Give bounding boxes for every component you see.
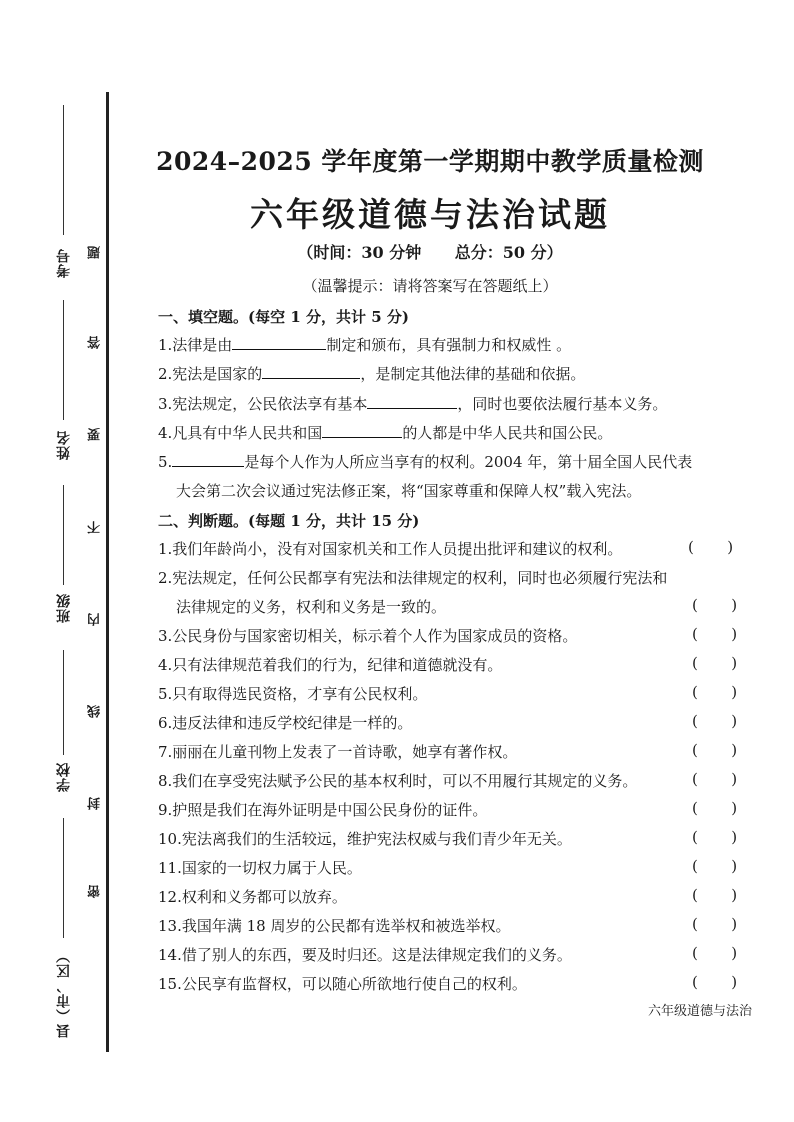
exam-title-line2: 六年级道德与法治试题 [250, 195, 610, 234]
seal-char-xian: 线 [88, 705, 103, 718]
answer-parentheses[interactable]: ( ) [692, 944, 738, 962]
judge-question-8: 8.我们在享受宪法赋予公民的基本权利时，可以不用履行其规定的义务。 [158, 772, 638, 790]
answer-parentheses[interactable]: ( ) [692, 683, 738, 701]
judge-question-1: 1.我们年龄尚小，没有对国家机关和工作人员提出批评和建议的权利。 [158, 540, 623, 558]
exam-title-line1: 2024–2025 学年度第一学期期中教学质量检测 [156, 147, 704, 176]
answer-parentheses[interactable]: ( ) [692, 857, 738, 875]
answer-blank[interactable] [322, 422, 402, 438]
seal-char-da: 答 [88, 336, 103, 349]
banji-rule [63, 485, 64, 585]
judge-question-12: 12.权利和义务都可以放弃。 [158, 888, 347, 906]
judge-question-9: 9.护照是我们在海外证明是中国公民身份的证件。 [158, 801, 488, 819]
fill-question-5-cont: 大会第二次会议通过宪法修正案，将“国家尊重和保障人权”载入宪法。 [176, 482, 642, 500]
fill-question-text: 的人都是中华人民共和国公民。 [402, 424, 613, 442]
answer-parentheses[interactable]: ( ) [692, 799, 738, 817]
seal-char-bu: 不 [88, 521, 103, 534]
xingming-rule [63, 300, 64, 420]
side-label-county: 县（市、区） [56, 948, 72, 1038]
answer-parentheses[interactable]: ( ) [692, 712, 738, 730]
judge-question-11: 11.国家的一切权力属于人民。 [158, 859, 362, 877]
seal-char-mi: 密 [88, 885, 103, 898]
seal-char-yao: 要 [88, 428, 103, 441]
answer-parentheses[interactable]: ( ) [688, 538, 734, 556]
xuexiao-rule [63, 650, 64, 755]
judge-question-2: 2.宪法规定，任何公民都享有宪法和法律规定的权利，同时也必须履行宪法和 [158, 569, 668, 587]
answer-parentheses[interactable]: ( ) [692, 886, 738, 904]
judge-question-13: 13.我国年满 18 周岁的公民都有选举权和被选举权。 [158, 917, 511, 935]
section2-heading: 二、判断题。(每题 1 分，共计 15 分) [158, 512, 420, 530]
answer-parentheses[interactable]: ( ) [692, 973, 738, 991]
judge-question-6: 6.违反法律和违反学校纪律是一样的。 [158, 714, 413, 732]
answer-blank[interactable] [262, 363, 360, 379]
exam-meta [120, 240, 740, 263]
fill-question-text: ，同时也要依法履行基本义务。 [457, 395, 668, 413]
side-label-kaohao: 考号 [56, 248, 72, 278]
fill-question-text: 1.法律是由 [158, 336, 233, 354]
exam-tip: （温馨提示：请将答案写在答题纸上） [302, 277, 558, 295]
kaohao-rule [63, 105, 64, 235]
side-label-xingming: 姓名 [56, 430, 72, 460]
seal-char-ti: 题 [88, 246, 103, 259]
answer-blank[interactable] [367, 393, 457, 409]
exam-score: 总分：50 分） [454, 243, 563, 262]
answer-parentheses[interactable]: ( ) [692, 654, 738, 672]
answer-parentheses[interactable]: ( ) [692, 596, 738, 614]
answer-blank[interactable] [232, 334, 326, 350]
judge-question-5: 5.只有取得选民资格，才享有公民权利。 [158, 685, 428, 703]
fill-question-text: 3.宪法规定，公民依法享有基本 [158, 395, 368, 413]
answer-parentheses[interactable]: ( ) [692, 915, 738, 933]
fill-question-text: 4.凡具有中华人民共和国 [158, 424, 323, 442]
answer-parentheses[interactable]: ( ) [692, 770, 738, 788]
answer-parentheses[interactable]: ( ) [692, 828, 738, 846]
page-footer: 六年级道德与法治 [647, 1004, 752, 1019]
fill-question-text: 2.宪法是国家的 [158, 365, 263, 383]
fill-question-1 [158, 334, 571, 355]
judge-question-4: 4.只有法律规范着我们的行为，纪律和道德就没有。 [158, 656, 503, 674]
fill-question-text: 是每个人作为人所应当享有的权利。2004 年，第十届全国人民代表 [244, 453, 693, 471]
side-label-xuexiao: 学校 [56, 762, 72, 792]
answer-parentheses[interactable]: ( ) [692, 625, 738, 643]
judge-question-7: 7.丽丽在儿童刊物上发表了一首诗歌，她享有著作权。 [158, 743, 518, 761]
fill-question-2 [158, 363, 585, 384]
answer-blank[interactable] [172, 451, 244, 467]
exam-time: （时间：30 分钟 [297, 243, 422, 262]
judge-question-2-cont: 法律规定的义务，权利和义务是一致的。 [176, 598, 447, 616]
fill-question-text: 5. [158, 453, 173, 471]
binding-line [106, 92, 109, 1052]
section1-heading: 一、填空题。(每空 1 分，共计 5 分) [158, 308, 409, 326]
seal-char-nei: 内 [88, 613, 103, 626]
judge-question-14: 14.借了别人的东西，要及时归还。这是法律规定我们的义务。 [158, 946, 572, 964]
fill-question-text: ，是制定其他法律的基础和依据。 [360, 365, 586, 383]
judge-question-10: 10.宪法离我们的生活较远，维护宪法权威与我们青少年无关。 [158, 830, 572, 848]
fill-question-4 [158, 422, 612, 443]
judge-question-15: 15.公民享有监督权，可以随心所欲地行使自己的权利。 [158, 975, 527, 993]
seal-char-feng: 封 [88, 797, 103, 810]
county-rule [63, 818, 64, 938]
fill-question-5 [158, 451, 692, 472]
side-label-banji: 班级 [56, 593, 72, 623]
judge-question-3: 3.公民身份与国家密切相关，标示着个人作为国家成员的资格。 [158, 627, 578, 645]
fill-question-text: 制定和颁布，具有强制力和权威性 。 [326, 336, 572, 354]
fill-question-3 [158, 393, 667, 414]
answer-parentheses[interactable]: ( ) [692, 741, 738, 759]
